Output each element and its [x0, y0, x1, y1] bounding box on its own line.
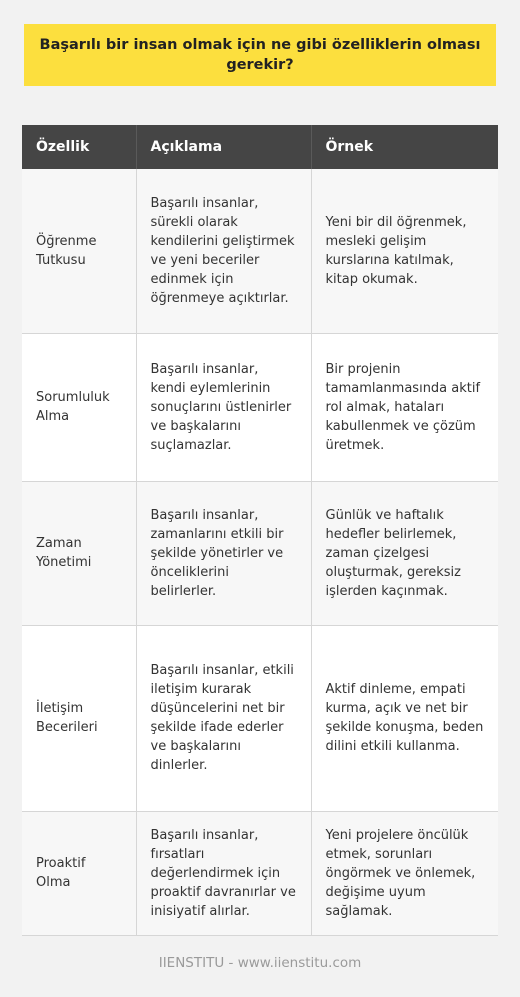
example-cell: Yeni projelere öncülük etmek, sorunları öngörmek ve önlemek, değişime uyum sağlamak. [311, 811, 498, 935]
feature-cell: Zaman Yönetimi [22, 481, 136, 625]
table-row [22, 481, 498, 625]
feature-cell: Proaktif Olma [22, 811, 136, 935]
description-cell: Başarılı insanlar, sürekli olarak kendilerini geliştirmek ve yeni beceriler edinmek için öğrenmeye açıktırlar. [136, 169, 311, 333]
example-cell: Günlük ve haftalık hedefler belirlemek, zaman çizelgesi oluşturmak, gereksiz işlerden kaçınmak. [311, 481, 498, 625]
table-row [22, 169, 498, 333]
description-cell: Başarılı insanlar, fırsatları değerlendirmek için proaktif davranırlar ve inisiyatif alırlar. [136, 811, 311, 935]
table-row [22, 625, 498, 811]
header-example: Örnek [311, 125, 498, 169]
header-feature: Özellik [22, 125, 136, 169]
feature-cell: Öğrenme Tutkusu [22, 169, 136, 333]
description-cell: Başarılı insanlar, zamanlarını etkili bir şekilde yönetirler ve önceliklerini belirlerler. [136, 481, 311, 625]
feature-cell: Sorumluluk Alma [22, 333, 136, 481]
feature-cell: İletişim Becerileri [22, 625, 136, 811]
page-title: Başarılı bir insan olmak için ne gibi özelliklerin olması gerekir? [39, 37, 481, 73]
description-cell: Başarılı insanlar, kendi eylemlerinin sonuçlarını üstlenirler ve başkalarını suçlamazlar. [136, 333, 311, 481]
footer-text: IIENSTITU - www.iienstitu.com [158, 955, 362, 971]
traits-table [22, 125, 498, 936]
example-cell: Yeni bir dil öğrenmek, mesleki gelişim kurslarına katılmak, kitap okumak. [311, 169, 498, 333]
example-cell: Aktif dinleme, empati kurma, açık ve net bir şekilde konuşma, beden dilini etkili kullanma. [311, 625, 498, 811]
title-banner [24, 24, 496, 86]
table-header-row [22, 125, 498, 169]
table-row [22, 811, 498, 935]
table-row [22, 333, 498, 481]
example-cell: Bir projenin tamamlanmasında aktif rol almak, hataları kabullenmek ve çözüm üretmek. [311, 333, 498, 481]
header-description: Açıklama [136, 125, 311, 169]
description-cell: Başarılı insanlar, etkili iletişim kurarak düşüncelerini net bir şekilde ifade ederler ve başkalarını dinlerler. [136, 625, 311, 811]
